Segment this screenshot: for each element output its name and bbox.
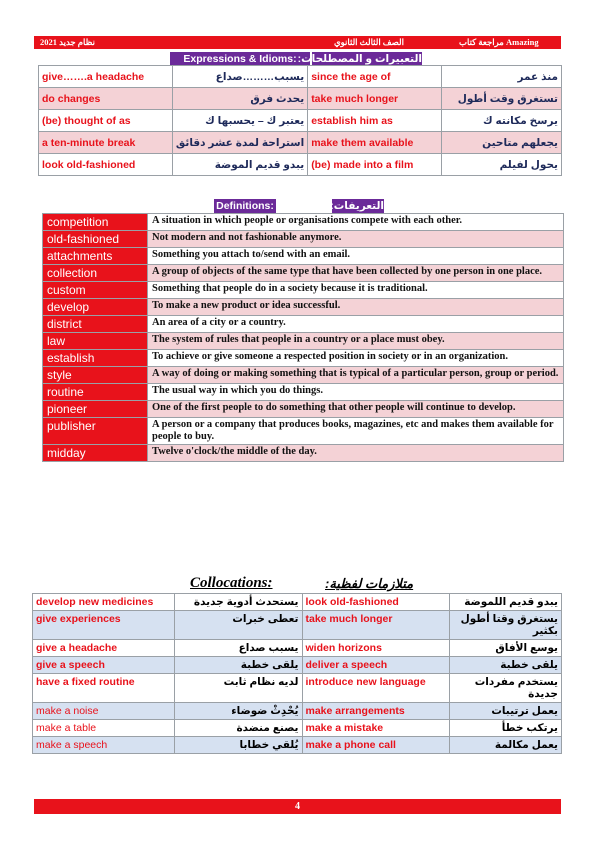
collocations-title-ar: متلازمات لفظية: [325, 576, 414, 591]
definition-text: The system of rules that people in a country or a place must obey. [148, 333, 564, 350]
collocation-ar: يستحدث أدوية جديدة [175, 594, 302, 611]
definition-text: A situation in which people or organisations compete with each other. [148, 214, 564, 231]
expressions-table [38, 65, 562, 176]
collocation-ar: يعمل مكالمة [449, 737, 561, 754]
expression-ar: يبدو قديم الموضة [172, 154, 307, 176]
expression-en: take much longer [308, 88, 442, 110]
definition-text: A person or a company that produces books, magazines, etc and makes them available for people to buy. [148, 418, 564, 445]
collocation-en: make arrangements [302, 703, 449, 720]
header-bar [34, 36, 561, 49]
expression-row [39, 154, 562, 176]
definition-text: The usual way in which you do things. [148, 384, 564, 401]
expression-en: make them available [308, 132, 442, 154]
expression-en: a ten-minute break [39, 132, 173, 154]
collocation-row [33, 657, 562, 674]
expression-row [39, 88, 562, 110]
expression-ar: يحدث فرق [172, 88, 307, 110]
expression-ar: يجعلهم متاحين [442, 132, 562, 154]
expression-ar: منذ عمر [442, 66, 562, 88]
definition-row [43, 445, 564, 462]
collocations-table [32, 593, 562, 754]
header-year: 2021 نظام جديد [40, 37, 95, 47]
definition-row [43, 248, 564, 265]
collocation-en: deliver a speech [302, 657, 449, 674]
collocation-en: make a phone call [302, 737, 449, 754]
expression-en: do changes [39, 88, 173, 110]
definition-text: A way of doing or making something that is typical of a particular person, group or period. [148, 367, 564, 384]
expression-ar: يرسخ مكانته ك [442, 110, 562, 132]
collocation-en: give a speech [33, 657, 175, 674]
expression-ar: تستغرق وقت أطول [442, 88, 562, 110]
definition-row [43, 265, 564, 282]
definition-term: midday [43, 445, 148, 462]
expression-en: establish him as [308, 110, 442, 132]
definition-text: A group of objects of the same type that have been collected by one person in one place. [148, 265, 564, 282]
definition-text: To achieve or give someone a respected position in society or in an organization. [148, 350, 564, 367]
expression-en: look old-fashioned [39, 154, 173, 176]
definition-term: collection [43, 265, 148, 282]
definition-term: establish [43, 350, 148, 367]
collocation-en: look old-fashioned [302, 594, 449, 611]
expressions-title-en: Expressions & Idioms: [170, 52, 310, 66]
collocation-en: widen horizons [302, 640, 449, 657]
collocations-title-en: Collocations: [190, 575, 273, 591]
expression-ar: يحول لفيلم [442, 154, 562, 176]
collocation-row [33, 594, 562, 611]
collocation-row [33, 640, 562, 657]
definition-row [43, 299, 564, 316]
definition-text: Not modern and not fashionable anymore. [148, 231, 564, 248]
collocation-ar: يُلقي خطابا [175, 737, 302, 754]
collocation-ar: تعطى خبرات [175, 611, 302, 640]
expressions-title-ar: التعبيرات و المصطلحات: [297, 53, 422, 65]
collocation-ar: يلقى خطبة [175, 657, 302, 674]
collocation-ar: يستخدم مفردات جديدة [449, 674, 561, 703]
collocation-ar: يلقى خطبة [449, 657, 561, 674]
collocation-en: take much longer [302, 611, 449, 640]
collocation-en: make a speech [33, 737, 175, 754]
collocation-ar: يُحْدِثْ ضوضاء [175, 703, 302, 720]
collocation-row [33, 611, 562, 640]
definition-term: law [43, 333, 148, 350]
definition-row [43, 401, 564, 418]
expression-en: give…….a headache [39, 66, 173, 88]
definitions-table [42, 213, 564, 462]
definition-term: attachments [43, 248, 148, 265]
definition-term: district [43, 316, 148, 333]
definition-term: style [43, 367, 148, 384]
expression-row [39, 66, 562, 88]
definition-term: routine [43, 384, 148, 401]
definitions-title-en: Definitions: [214, 199, 276, 213]
collocation-en: introduce new language [302, 674, 449, 703]
collocation-row [33, 737, 562, 754]
definition-term: develop [43, 299, 148, 316]
collocation-en: make a mistake [302, 720, 449, 737]
collocation-ar: لديه نظام ثابت [175, 674, 302, 703]
definition-term: custom [43, 282, 148, 299]
expression-en: (be) made into a film [308, 154, 442, 176]
definition-text: Something that people do in a society because it is traditional. [148, 282, 564, 299]
expression-en: since the age of [308, 66, 442, 88]
collocation-row [33, 720, 562, 737]
definition-term: pioneer [43, 401, 148, 418]
definition-row [43, 367, 564, 384]
definition-term: competition [43, 214, 148, 231]
page-number-bar [34, 799, 561, 814]
definition-row [43, 282, 564, 299]
expression-ar: يعتبر ك – يحسبها ك [172, 110, 307, 132]
definition-text: An area of a city or a country. [148, 316, 564, 333]
definition-row [43, 350, 564, 367]
collocation-en: give experiences [33, 611, 175, 640]
collocation-en: develop new medicines [33, 594, 175, 611]
page-number: 4 [295, 801, 300, 812]
definitions-title-ar: التعريفات: [330, 200, 384, 212]
definition-term: old-fashioned [43, 231, 148, 248]
collocation-ar: يصنع منضدة [175, 720, 302, 737]
collocation-ar: يرتكب خطأ [449, 720, 561, 737]
collocation-en: have a fixed routine [33, 674, 175, 703]
definition-text: One of the first people to do something that other people will continue to develop. [148, 401, 564, 418]
collocation-en: make a noise [33, 703, 175, 720]
collocation-row [33, 674, 562, 703]
definition-term: publisher [43, 418, 148, 445]
definition-row [43, 418, 564, 445]
definition-text: Something you attach to/send with an email. [148, 248, 564, 265]
expression-row [39, 110, 562, 132]
expression-ar: استراحة لمدة عشر دقائق [172, 132, 307, 154]
definition-row [43, 384, 564, 401]
expression-en: (be) thought of as [39, 110, 173, 132]
collocation-ar: يستغرق وقتا أطول بكثير [449, 611, 561, 640]
collocation-ar: يبدو قديم اللموضة [449, 594, 561, 611]
collocation-ar: يسبب صداع [175, 640, 302, 657]
expression-ar: يسبب………صداع [172, 66, 307, 88]
definition-row [43, 214, 564, 231]
header-grade: الصف الثالث الثانوي [334, 37, 404, 47]
expression-row [39, 132, 562, 154]
collocation-ar: يعمل ترتيبات [449, 703, 561, 720]
collocation-ar: يوسع الأفاق [449, 640, 561, 657]
collocation-en: make a table [33, 720, 175, 737]
definition-text: To make a new product or idea successful. [148, 299, 564, 316]
definition-row [43, 316, 564, 333]
collocation-en: give a headache [33, 640, 175, 657]
collocation-row [33, 703, 562, 720]
header-review: مراجعة كتاب Amazing [459, 37, 539, 47]
definition-row [43, 231, 564, 248]
definition-text: Twelve o'clock/the middle of the day. [148, 445, 564, 462]
definition-row [43, 333, 564, 350]
